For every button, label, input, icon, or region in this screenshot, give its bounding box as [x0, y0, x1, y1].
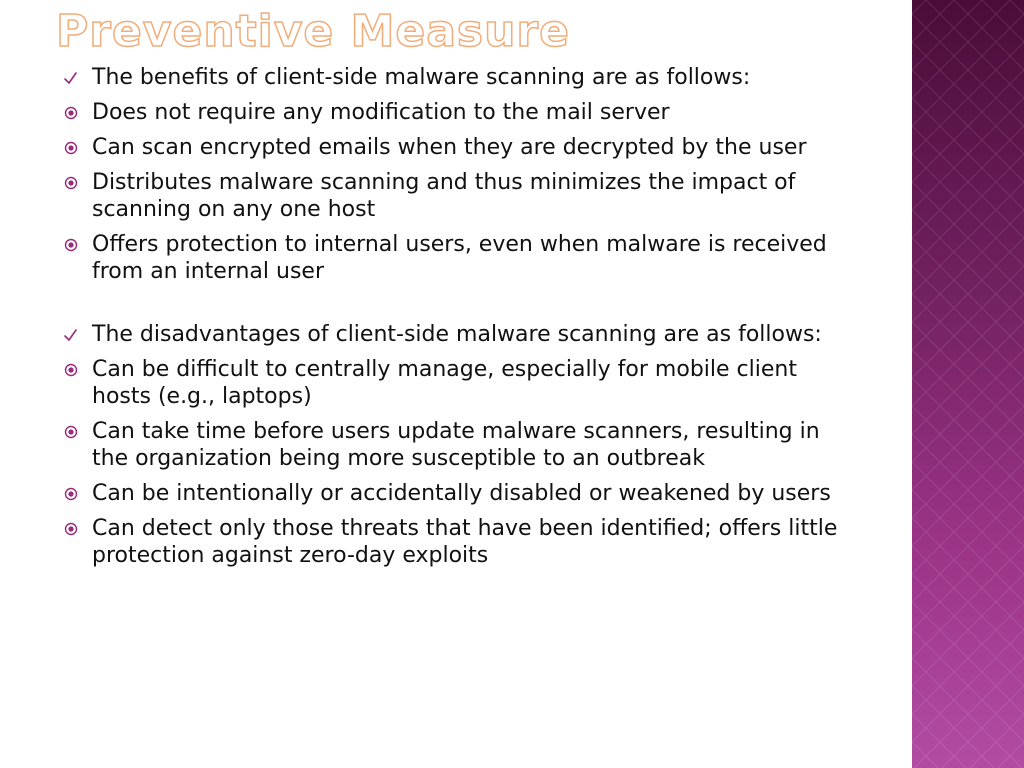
- circle-bullet-icon: [60, 515, 82, 542]
- list-item-text: Can be difficult to centrally manage, especially for mobile client hosts (e.g., laptops): [92, 357, 797, 409]
- slide-title: Preventive Measure: [56, 6, 570, 57]
- checkmark-icon: [60, 64, 82, 91]
- list-item-text: Does not require any modification to the mail server: [92, 100, 670, 125]
- list-item-text: Offers protection to internal users, even when malware is received from an internal user: [92, 232, 827, 284]
- section-gap: [60, 293, 860, 321]
- list-item: [60, 134, 860, 161]
- list-item: [60, 169, 860, 223]
- list-item-text: Can be intentionally or accidentally disabled or weakened by users: [92, 481, 831, 506]
- list-item-text: Distributes malware scanning and thus minimizes the impact of scanning on any one host: [92, 170, 796, 222]
- circle-bullet-icon: [60, 356, 82, 383]
- list-item: [60, 231, 860, 285]
- list-item: [60, 99, 860, 126]
- list-item: [60, 480, 860, 507]
- circle-bullet-icon: [60, 480, 82, 507]
- circle-bullet-icon: [60, 169, 82, 196]
- list-item: [60, 418, 860, 472]
- list-item-text: The disadvantages of client-side malware scanning are as follows:: [92, 322, 822, 347]
- circle-bullet-icon: [60, 231, 82, 258]
- list-item: [60, 356, 860, 410]
- checkmark-icon: [60, 321, 82, 348]
- diamond-pattern: [912, 0, 1024, 768]
- list-item: [60, 515, 860, 569]
- circle-bullet-icon: [60, 134, 82, 161]
- list-item-text: Can scan encrypted emails when they are decrypted by the user: [92, 135, 807, 160]
- list-item: [60, 64, 860, 91]
- list-item: [60, 321, 860, 348]
- bullet-list: [60, 64, 860, 577]
- circle-bullet-icon: [60, 99, 82, 126]
- list-item-text: Can detect only those threats that have been identified; offers little protection against zero-day exploits: [92, 516, 838, 568]
- circle-bullet-icon: [60, 418, 82, 445]
- list-item-text: The benefits of client-side malware scanning are as follows:: [92, 65, 751, 90]
- decorative-side-panel: [912, 0, 1024, 768]
- list-item-text: Can take time before users update malware scanners, resulting in the organization being more susceptible to an outbreak: [92, 419, 820, 471]
